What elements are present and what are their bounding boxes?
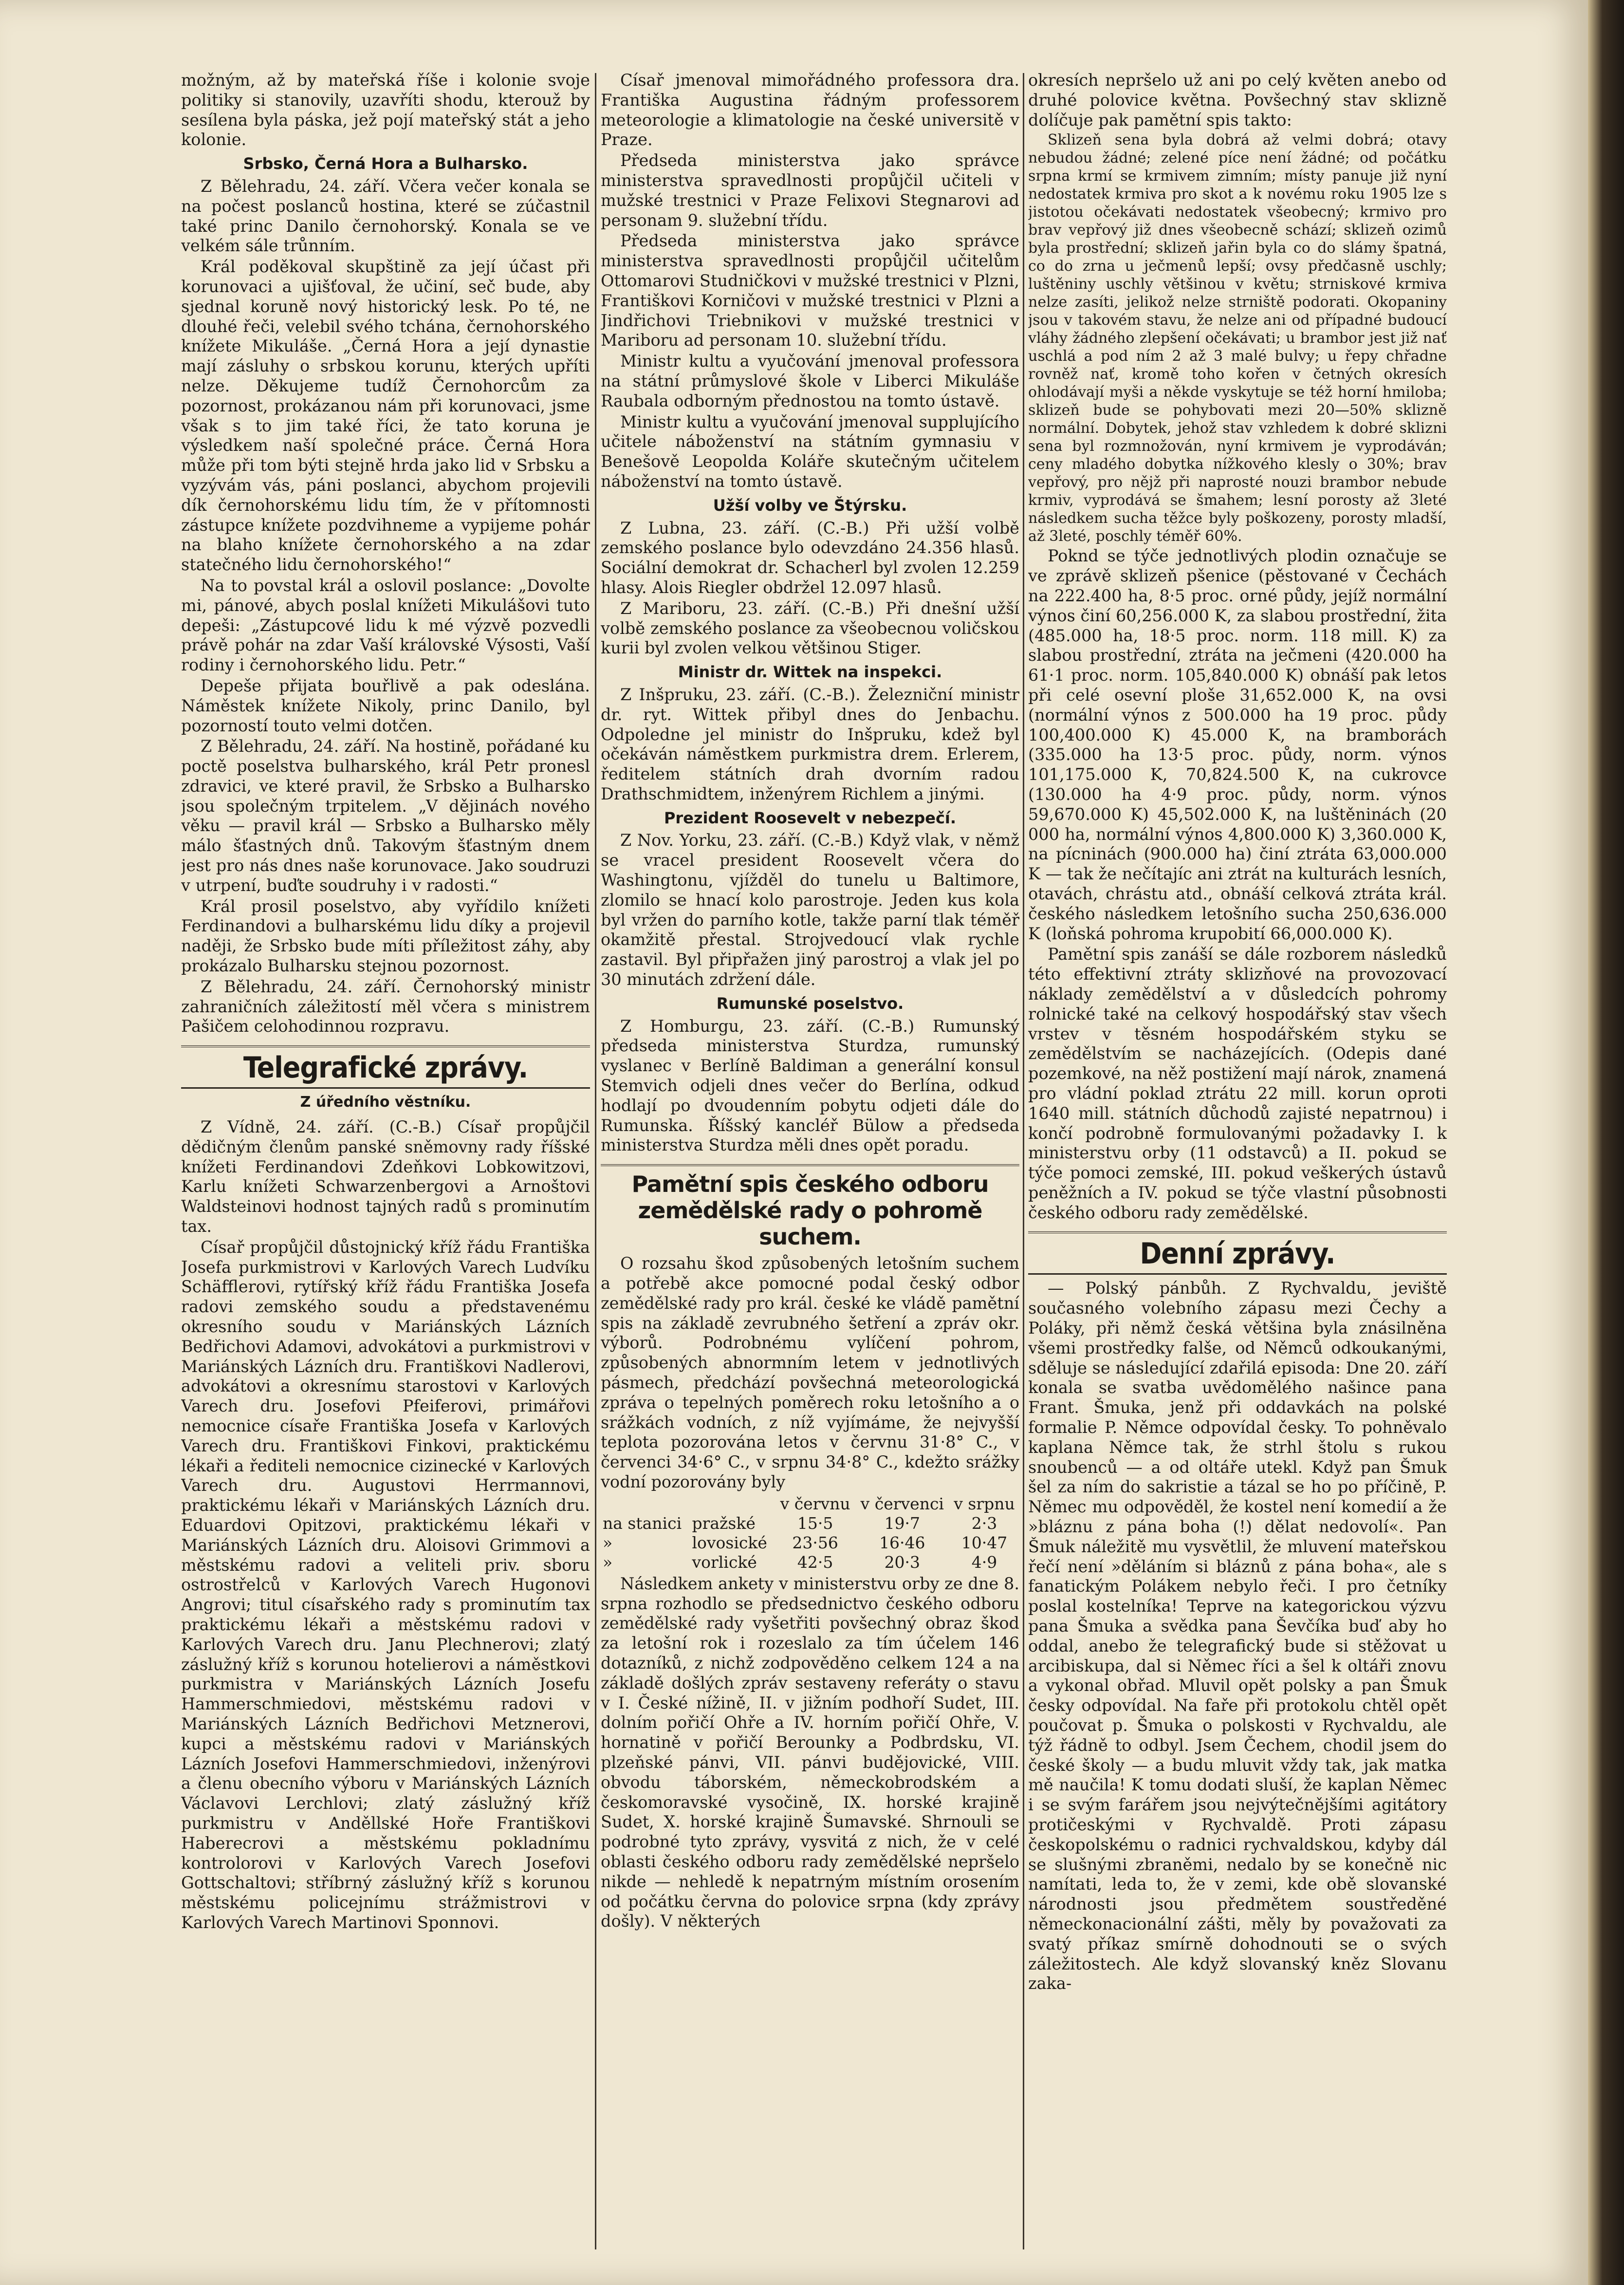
table-cell: pražské: [692, 1513, 756, 1533]
paragraph: Z Homburgu, 23. září. (C.-B.) Rumunský předseda ministerstva Sturdza, rumunský vyslanec v Berlíně Baldiman a generální konsul Stemvich odjeli dnes večer do Berlína, odkud hodlají po dvoudenním pobytu odjeti dále do Rumunska. Říšský kancléř Bülow a předseda ministerstva Sturdza měli dnes opět poradu.: [601, 1016, 1019, 1155]
section-title-serbia: Srbsko, Černá Hora a Bulharsko.: [243, 154, 528, 173]
column-3: [1028, 71, 1447, 2271]
paragraph: Následkem ankety v ministerstvu orby ze dne 8. srpna rozhodlo se předsednictvo českého odboru zemědělské rady vyšetřiti povšechný obraz škod za letošní rok i rozeslalo za tím účelem 146 dotazníků, z nichž zodpověděno celkem 124 a na základě došlých zpráv sestaveny referáty o stavu v I. České nížině, II. v jižním podhoří Sudet, III. dolním pořičí Ohře a IV. horním pořičí Ohře, V. hornatině v pořičí Berounky a Podbrdsku, VI. plzeňské pánvi, VII. pánvi budějovické, VIII. obvodu táborském, německobrodském a českomoravské vysočině, IX. horské krajině Sudet, X. horské krajině Šumavské. Shrnouli se podrobné tyto zprávy, vysvitá z nich, že v celé oblasti českého odboru rady zemědělské nepršelo nikde — nehledě k nepatrným místním orosením od počátku června do polovice srpna (kdy zprávy došly). V některých: [601, 1574, 1019, 1931]
table-cell: 16·46: [879, 1533, 925, 1552]
heading-drought-memorandum: Pamětní spis českého odboru zemědělské rady o pohromě suchem.: [601, 1164, 1019, 1250]
table-cell: 23·56: [792, 1533, 838, 1552]
subheading-wittek: Ministr dr. Wittek na inspekci.: [678, 663, 942, 682]
table-cell: lovosické: [692, 1533, 767, 1552]
column-2: [601, 71, 1019, 2271]
paragraph: Z Inšpruku, 23. září. (C.-B.). Železniční ministr dr. ryt. Wittek přibyl dnes do Jenbachu. Odpoledne jel ministr do Inšpruku, kdež byl očekáván náměstkem purkmistra drem. Erlerem, ředitelem státních drah dvorním radou Drathschmidtem, inženýrem Richlem a jinými.: [601, 685, 1019, 803]
paragraph: Na to povstal král a oslovil poslance: „Dovolte mi, pánové, abych poslal knížeti Mikulášovi tuto depeši: „Zástupcové lidu k mé výzvě pozvedli právě pohár na zdar Vaší královské Výsosti, Vaší rodiny i černohorského lidu. Petr.“: [181, 576, 590, 675]
paragraph: O rozsahu škod způsobených letošním suchem a potřebě akce pomocné podal český odbor zemědělské rady pro král. české ke vládě pamětní spis na základě zevrubného šetření a zpráv okr. výborů. Podrobnému vylíčení pohrom, způsobených abnormním letem v jednotlivých pásmech, předchází povšechná meteorologická zpráva o tepelných poměrech roku letošního a o srážkách vodních, z níž vyjímáme, že nejvyšší teplota pozorována letos v červnu 31·8° C., v červenci 34·6° C., v srpnu 34·8° C., kdežto srážky vodní pozorovány byly: [601, 1254, 1019, 1491]
paragraph: Z Mariboru, 23. září. (C.-B.) Při dnešní užší volbě zemského poslance za všeobecnou voličskou kurii byl zvolen velkou většinou Stiger.: [601, 598, 1019, 658]
table-cell: vorlické: [692, 1552, 757, 1572]
column-rule-1: [595, 73, 596, 2249]
table-row: [601, 1533, 1019, 1553]
heading-telegraph-news: Telegrafické zprávy.: [181, 1045, 590, 1089]
heading-daily-news: Denní zprávy.: [1028, 1231, 1447, 1275]
subheading-romania: Rumunské poselstvo.: [716, 994, 904, 1013]
binding-gutter: [1588, 0, 1624, 2285]
column-rule-2: [1023, 73, 1024, 2249]
paragraph: okresích nepršelo už ani po celý květen anebo od druhé polovice května. Povšechný stav sklizně dolíčuje pak pamětní spis takto:: [1028, 71, 1447, 130]
paragraph: Z Vídně, 24. září. (C.-B.) Císař propůjčil dědičným členům panské sněmovny rady říšské knížeti Ferdinandovi Zdeňkovi Lobkowitzovi, Karlu knížeti Schwarzenbergovi a Arnoštovi Waldsteinovi hodnost tajných radů s prominutím tax.: [181, 1117, 590, 1236]
table-cell: 4·9: [971, 1552, 997, 1572]
table-cell: »: [603, 1552, 613, 1572]
paragraph: možným, až by mateřská říše i kolonie svoje politiky si stanovily, uzavříti shodu, kterouž by sesílena byla páska, jež pojí mateřský stát a jeho kolonie.: [181, 71, 590, 149]
table-cell: 10·47: [961, 1533, 1008, 1552]
paragraph: Předseda ministerstva jako správce ministerstva spravedlnosti propůjčil učiteli v mužské trestnici v Praze Felixovi Stegnarovi ad personam 9. služební třídu.: [601, 151, 1019, 230]
column-1: [181, 71, 590, 2271]
table-header-cell: v červnu: [780, 1494, 850, 1513]
paragraph: Král poděkoval skupštině za její účast při korunovaci a ujišťoval, že učiní, seč bude, aby sjednal koruně nový historický lesk. Po té, ne dlouhé řeči, velebil svého tchána, černohorského knížete Mikuláše. „Černá Hora a její dynastie mají zásluhy o srbskou korunu, kterých upříti nelze. Děkujeme tudíž Černohorcům za pozornost, prokázanou nám při korunovaci, jsme však s to jim také říci, že tato koruna je výsledkem naší společné práce. Černá Hora může při tom býti stejně hrda jako lid v Srbsku a vyzývám vás, páni poslanci, abychom projevili dík černohorskému lidu tím, že v přítomnosti zástupce knížete pozdvihneme a vypijeme pohár na blaho knížete černohorského a na zdar statečného lidu černohorského!“: [181, 257, 590, 575]
table-header-cell: [601, 1494, 690, 1514]
paragraph-harvest-report: Sklizeň sena byla dobrá až velmi dobrá; otavy nebudou žádné; zelené píce není žádné; od počátku srpna krmí se krmivem zimním; místy panuje již nyní nedostatek krmiva pro skot a k novému roku 1905 lze s jistotou očekávati nedostatek všeobecný; krmivo pro brav vepřový již dnes všeobecně schází; sklizeň ozimů byla prostřední; sklizeň jařin byla co do slámy špatná, co do zrna u ječmenů lepší; ovsy předčasně uschly; luštěniny uschly většinou v květu; strniskové krmiva nelze zasíti, jelikož nelze strniště podorati. Okopaniny jsou v takovém stavu, že nelze ani od případné budoucí vláhy žádného zlepšení očekávati; u brambor jest již nať uschlá a pod ním 2 až 3 malé bulvy; u řepy chřadne rovněž nať, kromě toho kořen v četných okresích ohlodávají myši a někde vyskytuje se též horní hmiloba; sklizeň bude se pohybovati mezi 20—50% sklizně normální. Dobytek, jehož stav vzhledem k dobré sklizni sena byl rozmnožován, nyní krmivem je vyprodáván; ceny mladého dobytka nížkového klesly o 30%; brav vepřový, pro nějž při naprosté nouzi brambor nebude krmiv, vyprodává se šmahem; lesní porosty až 3leté následkem sucha těžce byly poškozeny, porosty mladší, až 3leté, poschly téměř 60%.: [1028, 131, 1447, 545]
paragraph: Předseda ministerstva jako správce ministerstva spravedlnosti propůjčil učitelům Ottomarovi Studničkovi v mužské trestnici v Plzni, Františkovi Korničovi v mužské trestnici v Plzni a Jindřichovi Triebnikovi v mužské trestnici v Mariboru ad personam 10. služební třídu.: [601, 231, 1019, 350]
table-cell: 19·7: [884, 1513, 921, 1533]
paragraph: Poknd se týče jednotlivých plodin označuje se ve zprávě sklizeň pšenice (pěstované v Čechách na 222.400 ha, 8·5 proc. orné půdy, jejíž normální výnos činí 60,256.000 K, za slabou prostřední, žita (485.000 ha, 18·5 proc. norm. 118 mill. K) za slabou prostřední, ztráta na ječmeni (420.000 ha 61·1 proc. norm. 105,840.000 K) obnáší pak letos při celé osevní ploše 31,652.000 K, na ovsi (normální výnos z 500.000 ha 19 proc. půdy 100,400.000 K) 45.000 K, na bramborách (335.000 ha 13·5 proc. půdy, norm. výnos 101,175.000 K, 70,824.500 K, na cukrovce (130.000 ha 4·9 proc. půdy, norm. výnos 59,670.000 K) 45,502.000 K, na luštěninách (20 000 ha, normální výnos 4,800.000 K) 3,360.000 K, na pícninách (900.000 ha) činí ztráta 63,000.000 K — tak že nečítajíc ani ztrát na kulturách lesních, otavách, chrástu atd., obnáší celková ztráta král. českého následkem letošního sucha 250,636.000 K (loňská pohroma krupobití 66,000.000 K).: [1028, 546, 1447, 943]
table-row: [601, 1553, 1019, 1572]
subheading-official-gazette: Z úředního věstníku.: [300, 1094, 471, 1111]
paragraph: Z Lubna, 23. září. (C.-B.) Při užší volbě zemského poslance bylo odevzdáno 24.356 hlasů. Sociální demokrat dr. Schacherl byl zvolen 12.259 hlasy. Alois Riegler obdržel 12.097 hlasů.: [601, 518, 1019, 597]
table-cell: 42·5: [797, 1552, 833, 1572]
paragraph: Z Nov. Yorku, 23. září. (C.-B.) Když vlak, v němž se vracel president Roosevelt včera do Washingtonu, vjížděl do tunelu u Baltimore, zlomilo se hnací kolo parostroje. Jeden kus kola byl vržen do parního kotle, takže parní tlak téměř okamžitě přestal. Strojvedoucí vlak rychle zastavil. Byl připřažen jiný parostroj a vlak jel po 30 minutách zdržení dále.: [601, 831, 1019, 989]
paragraph: — Polský pánbůh. Z Rychvaldu, jeviště současného volebního zápasu mezi Čechy a Poláky, při němž česká většina byla znásilněna všemi prostředky falše, od Němců odkoukanými, sděluje se následující zdařilá episoda: Dne 20. září konala se svatba uvědomělého našince pana Frant. Šmuka, jenž při oddavkách na polské formalie P. Němce odpovídal česky. To pohněvalo kaplana Němce tak, že strhl štolu s rukou snoubenců — a od oltáře utekl. Když pan Šmuk šel za ním do sakristie a tázal se ho po příčině, P. Němec mu odpověděl, že kostel není komedií a že »bláznu z pána boha (!) dělat nedovolí«. Pan Šmuk náležitě mu vysvětlil, že mluvení mateřskou řečí není »děláním si bláznů z pána boha«, ale s fanatickým Polákem nebylo řeči. I pro četníky poslal kostelníka! Teprve na kategorickou výzvu pana Šmuka a svědka pana Ševčíka buď aby ho oddal, anebo že telegrafický bude si stěžovat u arcibiskupa, dal si Němec říci a šel k oltáři znovu a vykonal obřad. Mluvil opět polsky a pan Šmuk česky odpovídal. Na faře při protokolu chtěl opět poučovat p. Šmuka o polskosti v Rychvaldu, ale týž řádně to odbyl. Jsem Čechem, chodil jsem do české školy — a budu mluvit vždy tak, jak matka mě naučila! K tomu dodati sluší, že kaplan Němec i se svým farářem jsou nejvýtečnějšími agitátory protičeskými v Rychvaldě. Proti zápasu českopolskému o radnici rychvaldskou, kdyby dál se slušnými zbraněmi, nedalo by se konečně nic namítati, leda to, že v zemi, kde obě slovanské národnosti jsou předmětem soustředěné německonacionální zášti, měly by považovati za svatý příkaz smírně dohodnouti se o svých záležitostech. Ale když slovanský kněz Slovanu zaka-: [1028, 1279, 1447, 1993]
table-cell: 20·3: [884, 1552, 921, 1572]
paragraph: Depeše přijata bouřlivě a pak odeslána. Náměstek knížete Nikoly, princ Danilo, byl pozorností touto velmi dotčen.: [181, 676, 590, 735]
table-header-cell: v červenci: [860, 1494, 944, 1513]
precipitation-table: [601, 1494, 1019, 1572]
paragraph: Z Bělehradu, 24. září. Na hostině, pořádané ku poctě poselstva bulharského, král Petr pronesl zdravici, ve které pravil, že Srbsko a Bulharsko jsou společným trpitelem. „V dějinách nového věku — pravil král — Srbsko a Bulharsko měly málo šťastných dnů. Takovým šťastným dnem jest pro nás dnes naše korunovace. Jako soudruzi v utrpení, buďte soudruhy i v radosti.“: [181, 737, 590, 895]
paragraph: Z Bělehradu, 24. září. Černohorský ministr zahraničních záležitostí měl včera s ministrem Pašičem celohodinnou rozpravu.: [181, 977, 590, 1036]
paragraph: Ministr kultu a vyučování jmenoval supplujícího učitele náboženství na státním gymnasiu v Benešově Leopolda Koláře skutečným učitelem náboženství na tomto ústavě.: [601, 412, 1019, 491]
table-row: [601, 1514, 1019, 1533]
paragraph: Pamětní spis zanáší se dále rozborem následků této effektivní ztráty sklizňové na provozovací náklady zemědělství a v důsledcích pohromy rolnické také na celkový hospodářský stav všech vrstev v těsném hospodářském styku se zemědělstvím se nacházejících. (Odepis dané pozemkové, na něž postižení mají nárok, znamená pro vládní poklad ztrátu 22 mill. korun oproti 1640 mill. státních důchodů zajisté nepatrnou) i končí podrobně formulovanými požadavky I. k ministerstvu orby (11 odstavců) a II. pokud se týče pomoci zemské, III. pokud veškerých ústavů peněžních a IV. pokud se týče vlastní působnosti českého odboru rady zemědělské.: [1028, 945, 1447, 1222]
subheading-roosevelt: Prezident Roosevelt v nebezpečí.: [664, 808, 957, 827]
table-cell: »: [603, 1533, 613, 1552]
paragraph: Císař jmenoval mimořádného professora dra. Františka Augustina řádným professorem meteorologie a klimatologie na české universitě v Praze.: [601, 71, 1019, 149]
paragraph: Král prosil poselstvo, aby vyřídilo knížeti Ferdinandovi a bulharskému lidu díky a projevil naději, že Srbsko bude míti příležitost záhy, aby prokázalo Bulharsku stejnou pozornost.: [181, 896, 590, 976]
table-header-cell: v srpnu: [954, 1494, 1015, 1513]
table-cell: na stanici: [603, 1513, 682, 1533]
table-header-row: [601, 1494, 1019, 1514]
paragraph: Ministr kultu a vyučování jmenoval professora na státní průmyslové škole v Liberci Mikuláše Raubala odborným přednostou na tomto ústavě.: [601, 352, 1019, 410]
table-header-cell: [690, 1494, 775, 1514]
paragraph: Císař propůjčil důstojnický kříž řádu Františka Josefa purkmistrovi v Karlových Varech Ludvíku Schäfflerovi, rytířský kříž řádu Františka Josefa radovi zemského soudu a představenému okresního soudu v Mariánských Lázních Bedřichovi Adamovi, advokátovi a purkmistrovi v Mariánských Lázních dru. Františkovi Nadlerovi, advokátovi a okresnímu starostovi v Karlových Varech dru. Josefovi Pfeiferovi, primářovi nemocnice císaře Františka Josefa v Karlových Varech dru. Františkovi Finkovi, praktickému lékaři a řediteli nemocnice cizinecké v Karlových Varech dru. Augustovi Herrmannovi, praktickému lékaři v Mariánských Lázních dru. Eduardovi Opitzovi, praktickému lékaři v Mariánských Lázních dru. Aloisovi Grimmovi a městskému radovi a veliteli priv. sboru ostrostřelců v Karlových Varech Hugonovi Angrovi; titul císařského rady s prominutím tax praktickému lékaři a městskému radovi v Karlových Varech dru. Janu Plechnerovi; zlatý záslužný kříž s korunou hotelierovi a náměstkovi purkmistra v Mariánských Lázních Josefu Hammerschmiedovi, městskému radovi v Mariánských Lázních Bedřichovi Metznerovi, kupci a městskému radovi v Mariánských Lázních Josefovi Hammerschmiedovi, inženýrovi a členu obecního výboru v Mariánských Lázních Václavovi Lerchlovi; zlatý záslužný kříž purkmistru v Anděllské Hoře Františkovi Haberecrovi a městskému pokladnímu kontrolorovi v Karlových Varech Josefovi Gottschaltovi; stříbrný záslužný kříž s korunou městskému policejnímu strážmistrovi v Karlových Varech Martinovi Sponnovi.: [181, 1237, 590, 1932]
paragraph: Z Bělehradu, 24. září. Včera večer konala se na počest poslanců hostina, které se zúčastnil také princ Danilo černohorský. Konala se ve velkém sále trůnním.: [181, 176, 590, 256]
table-cell: 2·3: [971, 1513, 997, 1533]
subheading-styria-elections: Užší volby ve Štýrsku.: [713, 496, 907, 515]
table-cell: 15·5: [797, 1513, 833, 1533]
